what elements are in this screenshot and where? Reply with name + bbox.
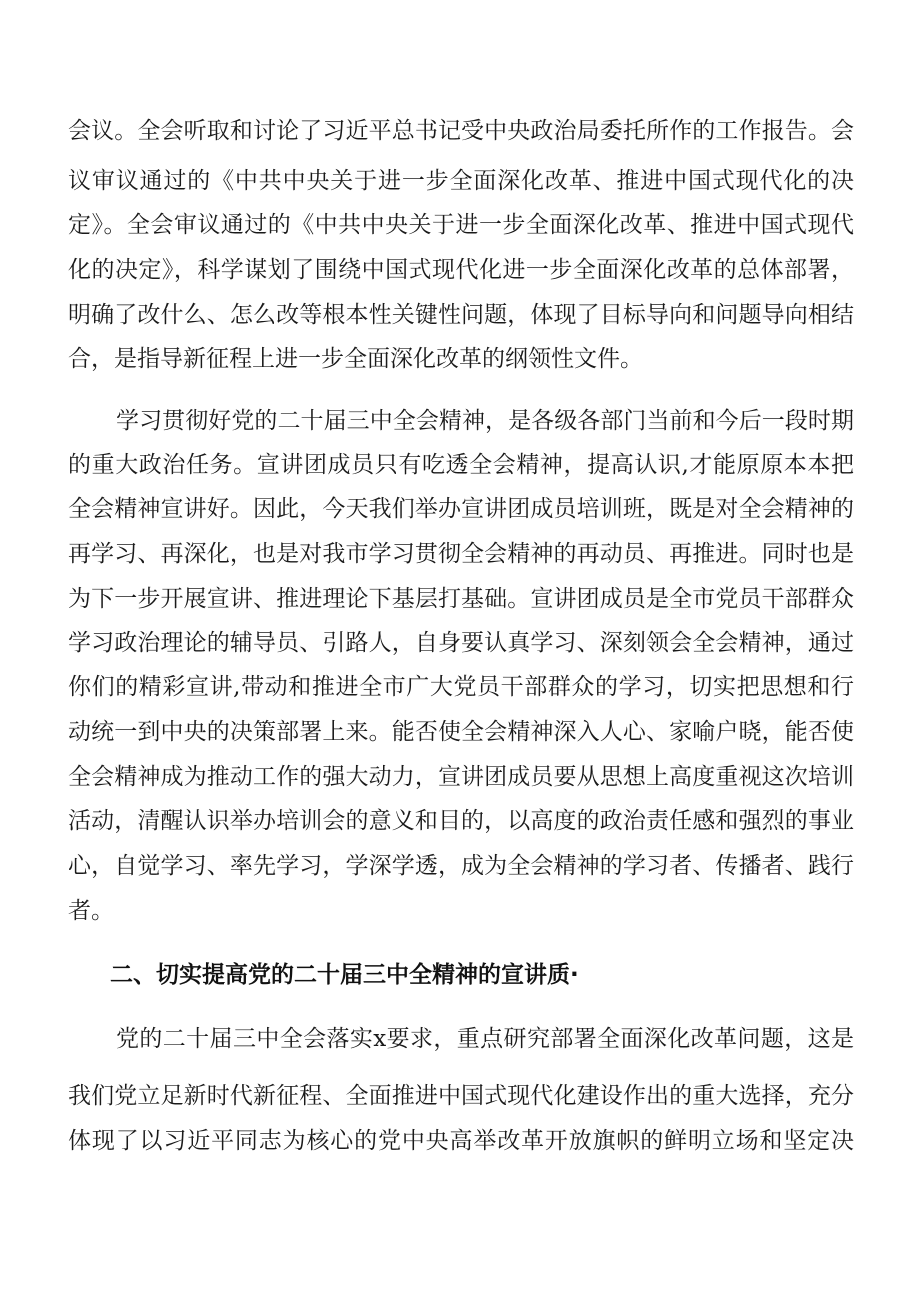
text-line: 再学习、再深化，也是对我市学习贯彻全会精神的再动员、再推进。同时也是 [68, 541, 854, 567]
text-line: 党的二十届三中全会落实x要求，重点研究部署全面深化改革问题，这是 [116, 1026, 854, 1052]
text-line: 全会精神成为推动工作的强大动力，宣讲团成员要从思想上高度重视这次培训 [68, 764, 854, 790]
text-line: 我们党立足新时代新征程、全面推进中国式现代化建设作出的重大选择，充分 [68, 1083, 854, 1109]
text-line: 学习贯彻好党的二十届三中全会精神，是各级各部门当前和今后一段时期 [116, 408, 854, 434]
text-line: 学习政治理论的辅导员、引路人，自身要认真学习、深刻领会全会精神，通过 [68, 630, 854, 656]
text-line: 全会精神宣讲好。因此，今天我们举办宣讲团成员培训班，既是对全会精神的 [68, 496, 854, 522]
section-heading: 二、切实提高党的二十届三中全精神的宣讲质· [110, 962, 579, 988]
text-line: 化的决定》，科学谋划了围绕中国式现代化进一步全面深化改革的总体部署， [68, 257, 854, 283]
text-line: 心，自觉学习、率先学习，学深学透，成为全会精神的学习者、传播者、践行 [68, 853, 854, 879]
text-line: 活动，清醒认识举办培训会的意义和目的，以高度的政治责任感和强烈的事业 [68, 808, 854, 834]
text-line: 体现了以习近平同志为核心的党中央高举改革开放旗帜的鲜明立场和坚定决 [68, 1128, 854, 1154]
text-line: 你们的精彩宣讲,带动和推进全市广大党员干部群众的学习，切实把思想和行 [68, 674, 854, 700]
text-line: 定》。全会审议通过的《中共中央关于进一步全面深化改革、推进中国式现代 [68, 212, 854, 238]
text-line: 明确了改什么、怎么改等根本性关键性问题，体现了目标导向和问题导向相结 [68, 302, 854, 328]
text-line: 动统一到中央的决策部署上来。能否使全会精神深入人心、家喻户晓，能否使 [68, 719, 854, 745]
text-line: 者。 [68, 898, 114, 924]
text-line: 会议。全会听取和讨论了习近平总书记受中央政治局委托所作的工作报告。会 [68, 118, 854, 144]
text-line: 为下一步开展宣讲、推进理论下基层打基础。宣讲团成员是全市党员干部群众 [68, 586, 854, 612]
text-line: 合，是指导新征程上进一步全面深化改革的纲领性文件。 [68, 346, 643, 372]
text-line: 议审议通过的《中共中央关于进一步全面深化改革、推进中国式现代化的决 [68, 168, 854, 194]
text-line: 的重大政治任务。宣讲团成员只有吃透全会精神，提高认识,才能原原本本把 [68, 452, 854, 478]
